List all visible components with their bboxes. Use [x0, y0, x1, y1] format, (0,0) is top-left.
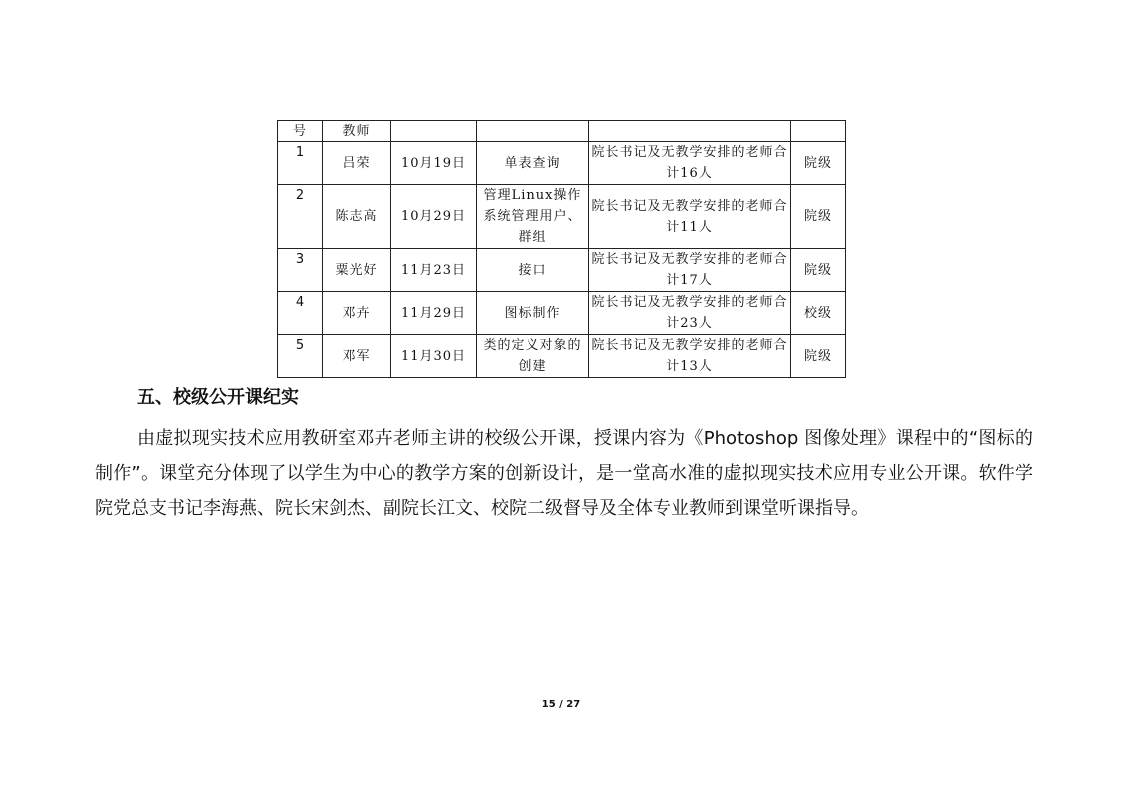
header-cell-level	[791, 121, 846, 142]
table-row	[278, 142, 846, 185]
row-number: 1	[278, 142, 323, 185]
row-attendance: 院长书记及无教学安排的老师合计23人	[589, 292, 791, 335]
row-teacher: 吕荣	[323, 142, 391, 185]
row-number: 4	[278, 292, 323, 335]
section-paragraph: 由虚拟现实技术应用教研室邓卉老师主讲的校级公开课，授课内容为《Photoshop 图像处理》课程中的“图标的制作”。课堂充分体现了以学生为中心的教学方案的创新设计，是一堂高水准的虚拟现实技术应用专业公开课。软件学院党总支书记李海燕、院长宋剑杰、副院长江文、校院二级督导及全体专业教师到课堂听课指导。	[95, 428, 1033, 519]
row-date: 10月19日	[391, 142, 477, 185]
table-row	[278, 185, 846, 249]
row-level: 院级	[791, 249, 846, 292]
header-cell-date	[391, 121, 477, 142]
row-teacher: 邓卉	[323, 292, 391, 335]
row-attendance: 院长书记及无教学安排的老师合计13人	[589, 335, 791, 378]
row-date: 11月30日	[391, 335, 477, 378]
row-topic: 接口	[477, 249, 589, 292]
row-teacher: 陈志高	[323, 185, 391, 249]
row-number: 3	[278, 249, 323, 292]
table-row	[278, 292, 846, 335]
page-number: 15 / 27	[541, 699, 581, 710]
header-cell-teacher: 教师	[323, 121, 391, 142]
row-attendance: 院长书记及无教学安排的老师合计17人	[589, 249, 791, 292]
row-topic: 类的定义对象的创建	[477, 335, 589, 378]
row-teacher: 粟光好	[323, 249, 391, 292]
header-cell-topic	[477, 121, 589, 142]
header-cell-number: 号	[278, 121, 323, 142]
row-number: 2	[278, 185, 323, 249]
header-cell-attendance	[589, 121, 791, 142]
table-row	[278, 249, 846, 292]
row-teacher: 邓军	[323, 335, 391, 378]
row-date: 11月23日	[391, 249, 477, 292]
table-row	[278, 335, 846, 378]
section-heading: 五、校级公开课纪实	[137, 387, 299, 408]
table-header-row	[278, 121, 846, 142]
row-attendance: 院长书记及无教学安排的老师合计11人	[589, 185, 791, 249]
open-class-schedule-table	[277, 120, 846, 378]
row-level: 校级	[791, 292, 846, 335]
row-level: 院级	[791, 335, 846, 378]
row-date: 11月29日	[391, 292, 477, 335]
row-topic: 图标制作	[477, 292, 589, 335]
row-topic: 管理Linux操作系统管理用户、群组	[477, 185, 589, 249]
row-level: 院级	[791, 185, 846, 249]
row-topic: 单表查询	[477, 142, 589, 185]
row-level: 院级	[791, 142, 846, 185]
row-attendance: 院长书记及无教学安排的老师合计16人	[589, 142, 791, 185]
row-number: 5	[278, 335, 323, 378]
row-date: 10月29日	[391, 185, 477, 249]
